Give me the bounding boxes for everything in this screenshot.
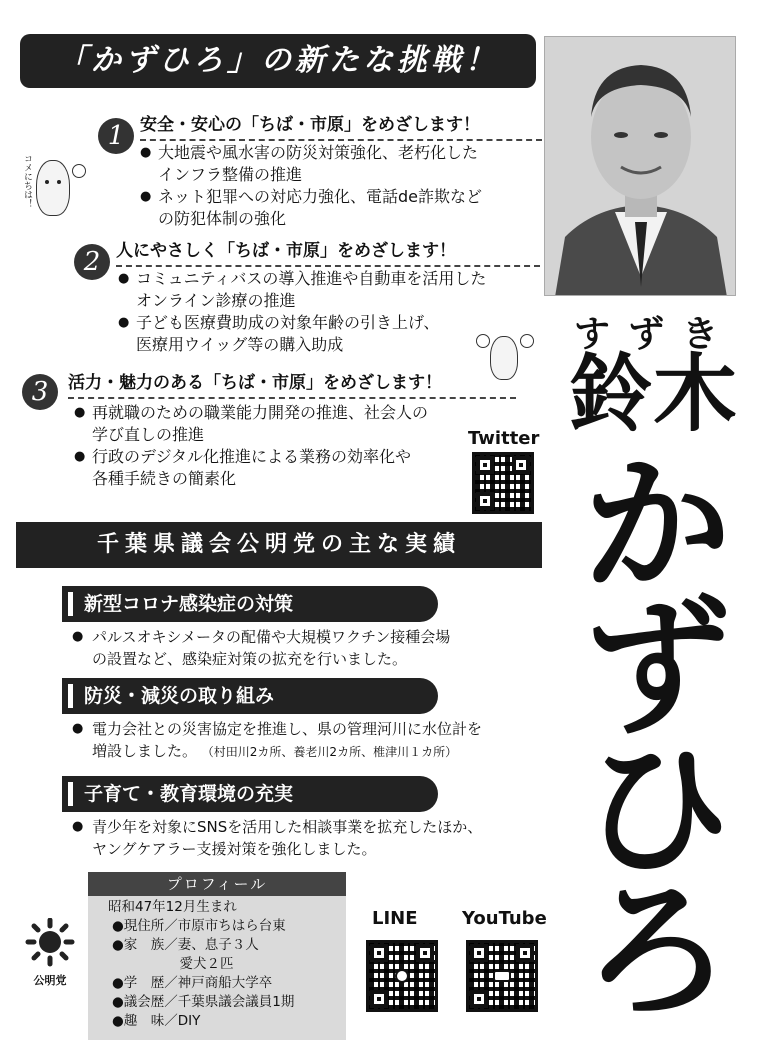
goal-3-bullets xyxy=(74,402,474,490)
achievement-3-heading: 子育て・教育環境の充実 xyxy=(62,776,438,812)
achievements-banner: 千葉県議会公明党の主な実績 xyxy=(16,522,542,568)
list-item: ● 行政のデジタル化推進による業務の効率化や 各種手続きの簡素化 xyxy=(74,446,474,490)
profile-line: ●家 族／妻、息子３人 xyxy=(112,937,259,953)
given-name-char: ず xyxy=(583,582,731,754)
twitter-qr-code[interactable] xyxy=(472,452,534,514)
list-item: ● ネット犯罪への対応力強化、電話de詐欺など の防犯体制の強化 xyxy=(140,186,540,230)
mascot-eye xyxy=(57,180,61,184)
flower-icon xyxy=(520,334,534,348)
mascot-body xyxy=(36,160,70,216)
party-name: 公明党 xyxy=(33,974,67,987)
goal-2-number: 2 xyxy=(74,244,110,280)
youtube-qr-code[interactable] xyxy=(466,940,538,1012)
goal-1-bullets xyxy=(140,142,540,230)
line-label: LINE xyxy=(372,908,418,929)
line-logo-icon xyxy=(395,969,409,983)
given-name-char: ひ xyxy=(583,724,731,896)
achievement-2-heading: 防災・減災の取り組み xyxy=(62,678,438,714)
goal-3-number: 3 xyxy=(22,374,58,410)
flower-icon xyxy=(476,334,490,348)
profile-line: ●学 歴／神戸商船大学卒 xyxy=(112,975,273,991)
goal-1-title: 安全・安心の「ちば・市原」をめざします！ xyxy=(140,110,542,141)
mascot-caption: コメにちは！ xyxy=(22,154,32,208)
profile-line: ●現住所／市原市ちはら台東 xyxy=(112,918,286,934)
profile-line: ●趣 味／DIY xyxy=(112,1013,201,1029)
party-sun-icon xyxy=(22,918,78,968)
youtube-label: YouTube xyxy=(462,908,547,929)
title-banner: 「かずひろ」の新たな挑戦！ xyxy=(20,34,536,88)
goal-1-number: 1 xyxy=(98,118,134,154)
candidate-surname: 鈴木 xyxy=(568,345,737,443)
goal-3-title: 活力・魅力のある「ちば・市原」をめざします！ xyxy=(68,368,516,399)
profile-title: プロフィール xyxy=(88,872,346,896)
list-item: ● 大地震や風水害の防災対策強化、老朽化した インフラ整備の推進 xyxy=(140,142,540,186)
candidate-furigana: すずき xyxy=(573,314,737,355)
profile-line: 愛犬２匹 xyxy=(112,956,234,972)
goal-2-title: 人にやさしく「ちば・市原」をめざします！ xyxy=(116,236,540,267)
achievement-1-body: ● パルスオキシメータの配備や大規模ワクチン接種会場 の設置など、感染症対策の拡充を行いました。 xyxy=(72,626,542,670)
twitter-label: Twitter xyxy=(468,428,540,449)
list-item: ● 再就職のための職業能力開発の推進、社会人の 学び直しの推進 xyxy=(74,402,474,446)
mascot-hand xyxy=(72,164,86,178)
achievement-2-body: ● 電力会社との災害協定を推進し、県の管理河川に水位計を 増設しました。 （村田川2カ所、養老川2カ所、椎津川１カ所） xyxy=(72,718,542,763)
candidate-photo xyxy=(544,36,736,296)
party-logo xyxy=(22,918,78,990)
achievement-1-heading: 新型コロナ感染症の対策 xyxy=(62,586,438,622)
given-name-char: ろ xyxy=(583,866,731,1038)
profile-box xyxy=(88,872,346,1040)
list-item: ● コミュニティバスの導入推進や自動車を活用した オンライン診療の推進 xyxy=(118,268,540,312)
profile-line: ●議会歴／千葉県議会議員1期 xyxy=(112,994,295,1010)
profile-born: 昭和47年12月生まれ xyxy=(108,899,237,915)
achievement-3-body: ● 青少年を対象にSNSを活用した相談事業を拡充したほか、 ヤングケアラー支援対策を強化しました。 xyxy=(72,816,542,860)
line-qr-code[interactable] xyxy=(366,940,438,1012)
mascot-eye xyxy=(45,180,49,184)
achievement-2-note: （村田川2カ所、養老川2カ所、椎津川１カ所） xyxy=(201,745,458,759)
youtube-logo-icon xyxy=(493,970,511,982)
mascot-rice-character xyxy=(18,150,88,230)
given-name-char: か xyxy=(583,440,731,612)
list-item: ● 子ども医療費助成の対象年齢の引き上げ、 医療用ウイッグ等の購入助成 xyxy=(118,312,540,356)
